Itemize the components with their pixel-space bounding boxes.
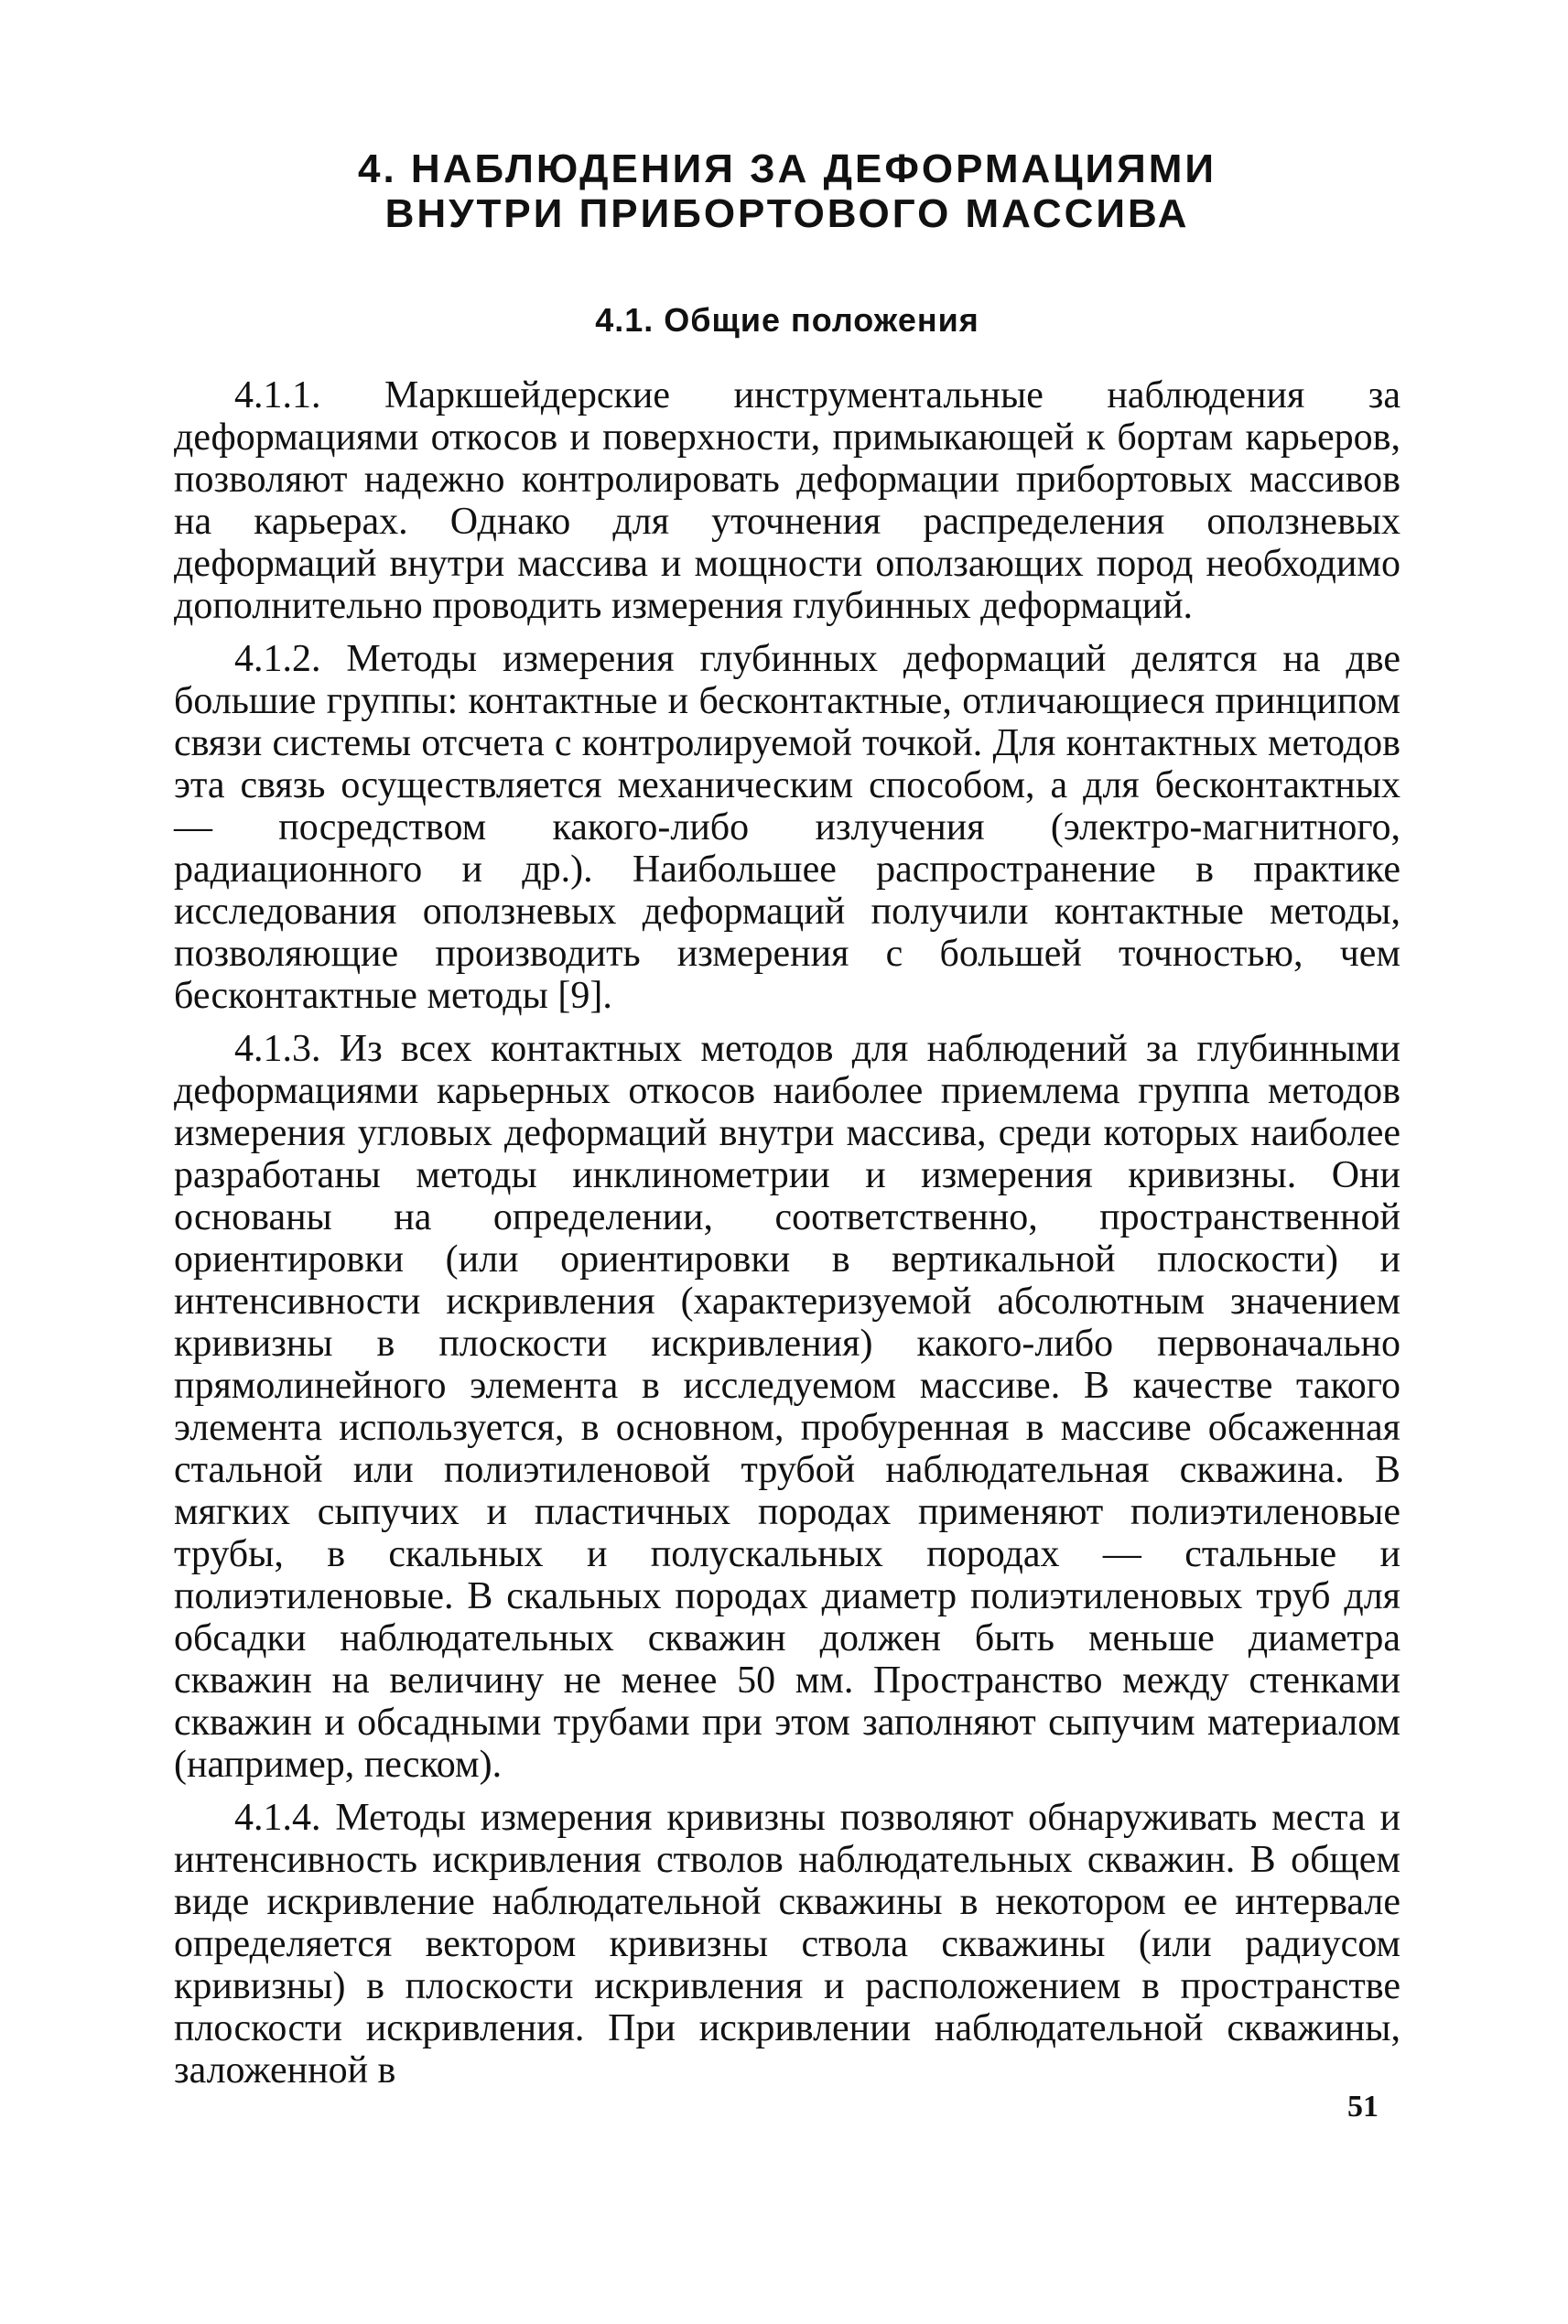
chapter-title bbox=[174, 146, 1400, 237]
paragraph-4-1-4: 4.1.4. Методы измерения кривизны позволяют обнаруживать места и интенсивность искривления стволов наблюдательных скважин. В общем виде искривление наблюдательной скважины в некотором ее интервале определяется вектором кривизны ствола скважины (или радиусом кривизны) в плоскости искривления и расположением в пространстве плоскости искривления. При искривлении наблюдательной скважины, заложенной в bbox=[174, 1796, 1400, 2092]
paragraph-4-1-1: 4.1.1. Маркшейдерские инструментальные наблюдения за деформациями откосов и поверхности, примыкающей к бортам карьеров, позволяют надежно контролировать деформации прибортовых массивов на карьерах. Однако для уточнения распределения оползневых деформаций внутри массива и мощности оползающих пород необходимо дополнительно проводить измерения глубинных деформаций. bbox=[174, 373, 1400, 627]
chapter-title-line-1: 4. НАБЛЮДЕНИЯ ЗА ДЕФОРМАЦИЯМИ bbox=[358, 146, 1217, 191]
section-title: 4.1. Общие положения bbox=[595, 300, 979, 339]
page-number: 51 bbox=[1347, 2090, 1379, 2124]
page-body bbox=[174, 146, 1400, 2102]
paragraph-4-1-3: 4.1.3. Из всех контактных методов для наблюдений за глубинными деформациями карьерных откосов наиболее приемлема группа методов измерения угловых деформаций внутри массива, среди которых наиболее разработаны методы инклинометрии и измерения кривизны. Они основаны на определении, соответственно, пространственной ориентировки (или ориентировки в вертикальной плоскости) и интенсивности искривления (характеризуемой абсолютным значением кривизны в плоскости искривления) какого-либо первоначально прямолинейного элемента в исследуемом массиве. В качестве такого элемента используется, в основном, пробуренная в массиве обсаженная стальной или полиэтиленовой трубой наблюдательная скважина. В мягких сыпучих и пластичных породах применяют полиэтиленовые трубы, в скальных и полускальных породах — стальные и полиэтиленовые. В скальных породах диаметр полиэтиленовых труб для обсадки наблюдательных скважин должен быть меньше диаметра скважин на величину не менее 50 мм. Пространство между стенками скважин и обсадными трубами при этом заполняют сыпучим материалом (например, песком). bbox=[174, 1027, 1400, 1786]
paragraph-4-1-2: 4.1.2. Методы измерения глубинных деформаций делятся на две большие группы: контактные и бесконтактные, отличающиеся принципом связи системы отсчета с контролируемой точкой. Для контактных методов эта связь осуществляется механическим способом, а для бесконтактных — посредством какого-либо излучения (электро-магнитного, радиационного и др.). Наибольшее распространение в практике исследования оползневых деформаций получили контактные методы, позволяющие производить измерения с большей точностью, чем бесконтактные методы [9]. bbox=[174, 637, 1400, 1017]
chapter-title-line-2: ВНУТРИ ПРИБОРТОВОГО МАССИВА bbox=[384, 191, 1190, 237]
